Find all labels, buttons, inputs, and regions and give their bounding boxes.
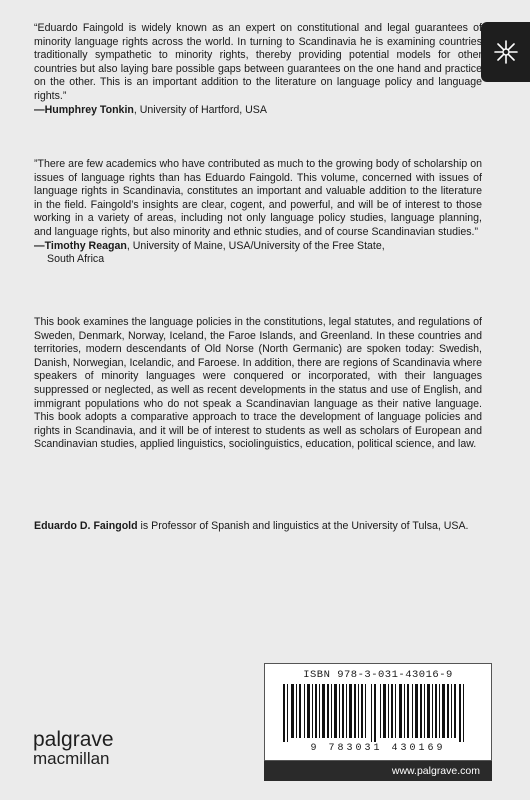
endorsement-text: “Eduardo Faingold is widely known as an expert on constitutional and legal guarantees of minority language rights across the world. In turning to Scandinavia he is examining countries traditionally sympathetic to minority rights, thereby providing potential models for other countries but also laying bare possible gaps between guarantees on the one hand and practice on the other. This is an important addition to the literature on language policy and language rights.” (34, 22, 482, 102)
attribution-name: —Humphrey Tonkin (34, 103, 134, 116)
logo-line-1: palgrave (33, 728, 114, 751)
corner-badge (481, 22, 530, 82)
author-bio (34, 520, 482, 534)
endorsement-text: ”There are few academics who have contributed as much to the growing body of scholarship on issues of language rights than has Eduardo Faingold. This volume, concerned with issues of language rights in Scandinavia, constitutes an important and valuable addition to the literature in the field. Faingold’s insights are clear, cogent, and powerful, and will be of interest to those working in a variety of areas, including not only language policy studies, language planning, and language rights, but also minority and ethnic studies, and of course Scandinavian studies.” (34, 158, 482, 238)
barcode-digits: 9 783031 430169 (310, 743, 446, 754)
attribution-affiliation: , University of Hartford, USA (133, 103, 267, 116)
attribution-name: —Timothy Reagan (34, 239, 127, 252)
isbn-barcode (264, 663, 492, 761)
logo-line-2: macmillan (33, 749, 110, 768)
publisher-logo (33, 730, 114, 768)
publisher-url-bar (264, 761, 492, 781)
endorsement-attribution (34, 240, 482, 254)
endorsement-attribution (34, 104, 482, 118)
attribution-affiliation-continued: South Africa (47, 253, 105, 266)
author-bio-text: is Professor of Spanish and linguistics at the University of Tulsa, USA. (137, 520, 469, 532)
book-description: This book examines the language policies in the constitutions, legal statutes, and regulations of Sweden, Denmark, Norway, Iceland, the Faroe Islands, and Greenland. In these countries and territories, modern descendants of Old Norse (North Germanic) are spoken today: Swedish, Danish, Norwegian, Icelandic, and Faroese. In addition, there are regions of Scandinavia where speakers of minority languages were conquered or incorporated, with their languages suppressed or neglected, as well as recent developments in the status and use of English, and immigrant populations who do not speak a Scandinavian language as their native language. This book adopts a comparative approach to trace the development of language policies and rights in Scandinavia, and it will be of interest to students as well as scholars of European and Scandinavian studies, applied linguistics, sociolinguistics, education, political science, and law. (34, 316, 482, 451)
barcode-bars (273, 684, 483, 742)
isbn-label: ISBN 978-3-031-43016-9 (303, 669, 453, 681)
endorsement-tonkin (34, 22, 482, 117)
author-name: Eduardo D. Faingold (34, 520, 138, 532)
attribution-affiliation: , University of Maine, USA/University of the Free State, (126, 239, 385, 252)
publisher-url: www.palgrave.com (391, 765, 480, 777)
endorsement-reagan (34, 158, 482, 267)
